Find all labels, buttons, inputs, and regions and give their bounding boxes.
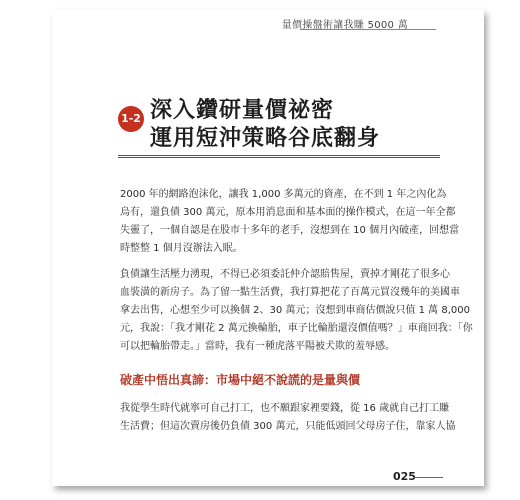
section-title-line-1: 深入鑽研量價祕密 — [150, 98, 335, 123]
page-number: 025 — [393, 470, 416, 483]
text-line: 我從學生時代就寧可自己打工，也不願跟家裡要錢，從 16 歲就自己打工賺 — [120, 403, 450, 414]
section-number-badge: 1-2 — [118, 106, 144, 132]
text-line: 失靈了，一個自認是在股市十多年的老手，沒想到在 10 個月內破產，回想當 — [120, 225, 460, 236]
text-line: 血裝潢的新房子。為了留一點生活費，我打算把花了百萬元買沒幾年的美國車 — [120, 287, 460, 298]
paragraph-3 — [120, 400, 456, 436]
footer-divider — [413, 477, 443, 478]
text-line: 元，我說：「我才剛花 2 萬元換輪胎，車子比輪胎還沒價值嗎？」車商回我：「你 — [120, 323, 473, 334]
text-line: 生活費；但這次賣房後仍負債 300 萬元，只能低頭回父母房子住，靠家人協 — [120, 421, 456, 432]
paragraph-2 — [120, 266, 473, 356]
text-line: 可以把輪胎帶走。」當時，我有一種虎落平陽被犬欺的羞辱感。 — [120, 341, 395, 352]
text-line: 2000 年的網路泡沫化，讓我 1,000 多萬元的資產，在不到 1 年之內化為 — [120, 189, 447, 200]
text-line: 負債讓生活壓力湧現，不得已必須委託仲介認賠售屋，賣掉才剛花了很多心 — [120, 269, 450, 280]
text-line: 拿去出售，心想至少可以換個 2、30 萬元；沒想到車商估價說只值 1 萬 8,000 — [120, 305, 470, 316]
text-line: 時整整 1 個月沒辦法入眠。 — [120, 243, 243, 254]
title-divider — [118, 155, 440, 158]
subheading: 破產中悟出真諦：市場中絕不說謊的是量與價 — [120, 373, 361, 387]
running-head: 量價操盤術讓我賺 5000 萬 — [281, 20, 408, 31]
section-title-line-2: 運用短沖策略谷底翻身 — [150, 126, 381, 151]
header-divider — [300, 29, 436, 30]
text-line: 烏有，還負債 300 萬元，原本用消息面和基本面的操作模式，在這一年全都 — [120, 207, 456, 218]
paragraph-1 — [120, 186, 460, 258]
